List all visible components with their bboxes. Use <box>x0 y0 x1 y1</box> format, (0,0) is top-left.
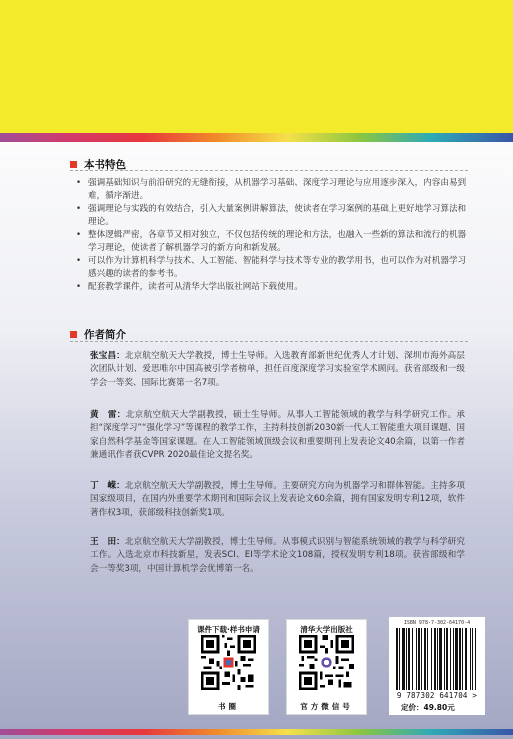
qr-code-icon[interactable] <box>299 635 354 690</box>
author-entry <box>90 350 465 390</box>
bullet-dot-icon: • <box>76 282 82 292</box>
author-entry <box>90 536 465 576</box>
divider <box>70 341 468 342</box>
list-item <box>76 177 468 203</box>
list-item <box>76 203 468 229</box>
authors-heading <box>70 327 126 342</box>
author-name: 丁 嵘： <box>90 481 125 491</box>
author-bio: 北京航空航天大学教授，博士生导师。入选教育部新世纪优秀人才计划、深圳市海外高层次团队计划、爱思唯尔中国高被引学者榜单，担任百度深度学习实验室学术顾问。获省部级和一级学会一等奖、国际比赛第一名7项。 <box>90 351 465 388</box>
list-item-text: 配套教学课件，读者可从清华大学出版社网站下载使用。 <box>88 282 303 292</box>
list-item <box>76 229 468 255</box>
qr-title: 清华大学出版社 <box>300 625 353 634</box>
bottom-rainbow-stripe <box>0 729 513 735</box>
author-name: 黄 雷： <box>90 410 126 420</box>
list-item <box>76 255 468 281</box>
list-item-text: 可以作为计算机科学与技术、人工智能、智能科学与技术等专业的教学用书，也可以作为对机器学习感兴趣的读者的参考书。 <box>88 256 467 279</box>
qr-card-wechat <box>286 619 367 715</box>
author-entry <box>90 480 465 520</box>
author-name: 王 田： <box>90 537 125 547</box>
list-item-text: 强调理论与实践的有效结合，引入大量案例讲解算法，使读者在学习案例的基础上更好地学习算法和理论。 <box>88 204 467 227</box>
bullet-dot-icon: • <box>76 178 82 188</box>
author-entry <box>90 409 465 463</box>
qr-card-courseware <box>188 619 269 715</box>
author-bio: 北京航空航天大学副教授，博士生导师。主要研究方向为机器学习和群体智能。主持多项国家级项目，在国内外重要学术期刊和国际会议上发表论文60余篇，拥有国家发明专利12项，软件著作权3项，获部级科技创新奖1项。 <box>90 481 465 518</box>
features-list <box>76 177 468 294</box>
author-name: 张宝昌： <box>90 351 125 361</box>
qr-title: 课件下载·样书申请 <box>197 625 260 634</box>
qr-caption: 书圈 <box>218 702 239 711</box>
price-label: 定价：49.80元 <box>401 703 455 712</box>
qr-caption: 官方微信号 <box>300 702 353 711</box>
divider <box>70 170 468 171</box>
cover-yellow-band <box>0 0 513 133</box>
bullet-dot-icon: • <box>76 256 82 266</box>
square-bullet-icon <box>70 161 77 168</box>
qr-code-icon[interactable] <box>201 635 256 690</box>
bullet-dot-icon: • <box>76 230 82 240</box>
list-item-text: 强调基础知识与前沿研究的无缝衔接，从机器学习基础、深度学习理论与应用逐步深入，内容由易到难，循序渐进。 <box>88 178 467 201</box>
bullet-dot-icon: • <box>76 204 82 214</box>
author-bio: 北京航空航天大学副教授，博士生导师。从事模式识别与智能系统领域的教学与科学研究工作。入选北京市科技新星，发表SCI、EI等学术论文108篇，授权发明专利18项。获省部级和学会一等奖3项，中国计算机学会优博第一名。 <box>90 537 465 574</box>
isbn-barcode <box>389 617 485 715</box>
list-item-text: 整体逻辑严密，各章节又相对独立，不仅包括传统的理论和方法，也融入一些新的算法和流行的机器学习理论，使读者了解机器学习的新方向和新发展。 <box>88 230 467 253</box>
square-bullet-icon <box>70 331 77 338</box>
rainbow-stripe <box>0 133 513 142</box>
authors-heading-text: 作者简介 <box>84 329 126 341</box>
barcode-digits: 9 787302 641704 > <box>396 691 478 700</box>
isbn-text: ISBN 978-7-302-64170-4 <box>403 620 471 626</box>
features-heading-text: 本书特色 <box>84 159 126 171</box>
list-item <box>76 281 468 294</box>
barcode-icon <box>395 628 479 690</box>
author-bio: 北京航空航天大学副教授，硕士生导师。从事人工智能领域的教学与科学研究工作。承担“深度学习”“强化学习”等课程的教学工作，主持科技创新2030新一代人工智能重大项目课题、国家自然科学基金等国家课题。在人工智能领域顶级会议和重要期刊上发表论文40余篇，以第一作者兼通讯作者获CVPR 2020最佳论文提名奖。 <box>90 410 465 461</box>
